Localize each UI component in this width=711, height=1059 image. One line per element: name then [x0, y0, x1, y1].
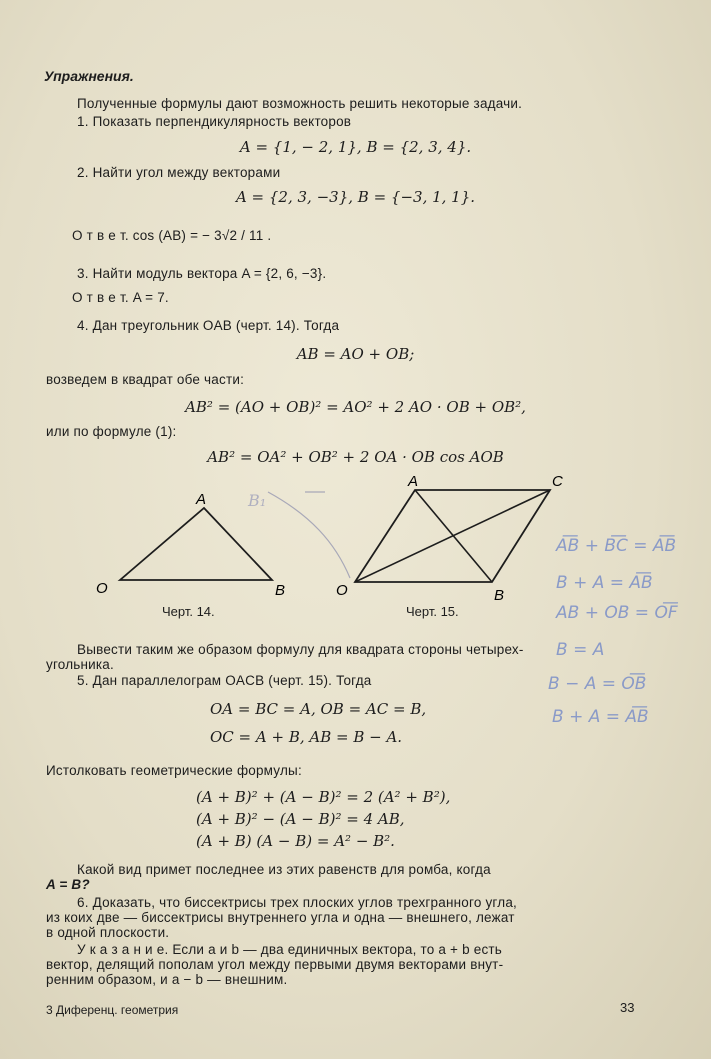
- caption-fig-15: Черт. 15.: [406, 604, 459, 619]
- label-O: O: [336, 582, 348, 599]
- footer-signature: 3 Диференц. геометрия: [46, 1003, 179, 1017]
- handwritten-note-6: B + A = A͞B: [552, 707, 649, 727]
- hint-line-3: ренним образом, и a − b — внешним.: [46, 972, 288, 987]
- question-line-2: A = B?: [46, 877, 90, 892]
- exercise-2-text: 2. Найти угол между векторами: [77, 165, 281, 180]
- exercise-5-text: 5. Дан параллелограм OACB (черт. 15). Тогда: [77, 673, 372, 688]
- exercise-5-formula-1: OA = BC = A, OB = AC = B,: [210, 700, 427, 718]
- exercise-1-text: 1. Показать перпендикулярность векторов: [77, 114, 352, 129]
- hint-line-1: У к а з а н и е. Если a и b — два единичных вектора, то a + b есть: [77, 942, 503, 957]
- exercise-3-text: 3. Найти модуль вектора A = {2, 6, −3}.: [77, 266, 327, 281]
- handwritten-note-1: A͞B + B͞C = A͞B: [556, 536, 677, 556]
- exercise-2-answer: О т в е т. cos (AB) = − 3√2 / 11 .: [72, 228, 272, 243]
- caption-fig-14: Черт. 14.: [162, 604, 215, 619]
- page-number: 33: [620, 1000, 635, 1015]
- exercise-4-line-3: или по формуле (1):: [46, 424, 177, 439]
- hint-line-2: вектор, делящий пополам угол между первыми двумя векторами внут-: [46, 957, 504, 972]
- handwritten-note-4: B = A: [556, 640, 605, 660]
- exercise-4-formula-2: AB² = (AO + OB)² = AO² + 2 AO · OB + OB²,: [185, 398, 526, 416]
- question-line-1: Какой вид примет последнее из этих равенств для ромба, когда: [77, 862, 491, 877]
- intro-paragraph: Полученные формулы дают возможность решить некоторые задачи.: [77, 96, 523, 111]
- exercise-4-line-2: возведем в квадрат обе части:: [46, 372, 245, 387]
- exercise-5-formula-2: OC = A + B, AB = B − A.: [210, 728, 403, 746]
- interpret-formula-3: (A + B) (A − B) = A² − B².: [196, 832, 395, 850]
- label-A: A: [196, 491, 207, 508]
- handwritten-note-5: B − A = O͞B: [548, 674, 647, 694]
- label-O: O: [96, 580, 108, 597]
- interpret-text: Истолковать геометрические формулы:: [46, 763, 302, 778]
- diagonal-AB: [415, 490, 492, 582]
- pencil-mark: [268, 492, 350, 578]
- exercise-3-answer: О т в е т. A = 7.: [72, 290, 169, 305]
- exercise-6-line-2: из коих две — биссектрисы внутреннего угла и одна — внешнего, лежат: [46, 910, 515, 925]
- figure-15-parallelogram: [336, 473, 563, 604]
- handwritten-note-2: B + A = A͞B: [556, 573, 653, 593]
- exercise-4-formula-1: AB = AO + OB;: [296, 345, 415, 363]
- label-A: A: [408, 473, 419, 490]
- label-C: C: [552, 473, 563, 490]
- interpret-formula-2: (A + B)² − (A − B)² = 4 AB,: [196, 810, 405, 828]
- section-heading: Упражнения.: [44, 68, 134, 84]
- pencil-letter: B₁: [248, 491, 267, 510]
- exercise-6-line-1: 6. Доказать, что биссектрисы трех плоских углов трехгранного угла,: [77, 895, 517, 910]
- label-B: B: [275, 582, 286, 599]
- interpret-formula-1: (A + B)² + (A − B)² = 2 (A² + B²),: [196, 788, 451, 806]
- triangle-OAB: [120, 508, 272, 580]
- exercise-6-line-3: в одной плоскости.: [46, 925, 170, 940]
- exercise-4-task-line-1: Вывести таким же образом формулу для квадрата стороны четырех-: [77, 642, 524, 657]
- exercise-4-text: 4. Дан треугольник OAB (черт. 14). Тогда: [77, 318, 340, 333]
- handwritten-note-3: AB + OB = O͞F: [556, 603, 678, 623]
- exercise-4-formula-3: AB² = OA² + OB² + 2 OA · OB cos AOB: [207, 448, 504, 466]
- exercise-4-task-line-2: угольника.: [46, 657, 114, 672]
- exercise-2-formula: A = {2, 3, −3}, B = {−3, 1, 1}.: [235, 188, 476, 206]
- label-B: B: [494, 587, 505, 604]
- exercise-1-formula: A = {1, − 2, 1}, B = {2, 3, 4}.: [239, 138, 472, 156]
